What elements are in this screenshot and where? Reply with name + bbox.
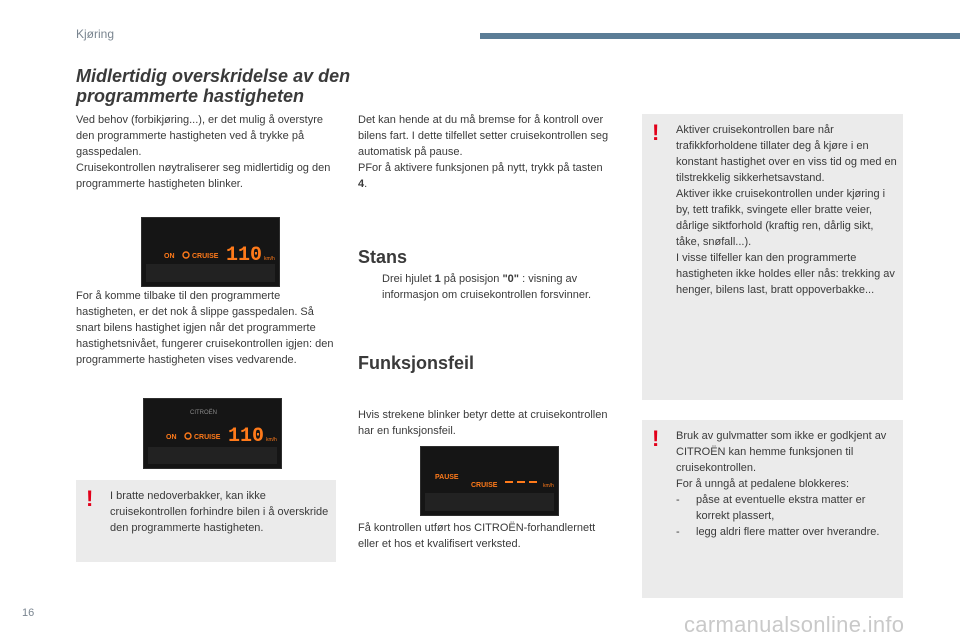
page-number: 16 [22, 607, 35, 619]
display1-speed: 110 [226, 244, 263, 267]
brake-text: Det kan hende at du må bremse for å kontroll over bilens fart. I dette tilfellet setter cruisekontrollen seg automatisk på pause. [358, 114, 609, 158]
fault-dash [505, 481, 513, 483]
warning-usage-line: I visse tilfeller kan den programmerte hastigheten ikke holdes eller nås: trekking av henger, bilens last, bratt oppoverbakke... [676, 252, 895, 296]
display3-unit: km/h [543, 483, 554, 489]
display2-on: ON [166, 434, 177, 441]
watermark: carmanualsonline.info [684, 612, 905, 637]
cruise-display-on [141, 217, 280, 287]
display1-on: ON [164, 253, 175, 260]
brake-paragraph [358, 112, 613, 192]
warning-usage-text [676, 122, 897, 298]
bullet-arrow-icon [358, 271, 382, 303]
fault-dash [517, 481, 525, 483]
display2-unit: km/h [266, 437, 277, 443]
list-item-text: påse at eventuelle ekstra matter er korrekt plassert, [696, 494, 866, 522]
stans-heading: Stans [358, 247, 408, 267]
display1-cruise: CRUISE [192, 253, 219, 260]
display3-cruise: CRUISE [471, 482, 498, 489]
reactivate-suffix: . [364, 178, 368, 190]
resume-paragraph [76, 288, 341, 368]
display2-speed: 110 [228, 425, 265, 448]
reactivate-prefix: PFor å aktivere funksjonen på nytt, trykk på tasten [358, 162, 603, 174]
display2-brand: CITROËN [190, 410, 217, 416]
funksjonsfeil-heading: Funksjonsfeil [358, 353, 475, 373]
fault-text: Hvis strekene blinker betyr dette at cruisekontrollen har en funksjonsfeil. [358, 409, 608, 437]
service-text: Få kontrollen utført hos CITROËN-forhandlernett eller et hos et kvalifisert verksted. [358, 522, 596, 550]
display1-unit: km/h [264, 256, 275, 262]
header-accent-bar [480, 33, 960, 39]
warning-downhill-text: I bratte nedoverbakker, kan ikke cruisekontrollen forhindre bilen i å overskride den programmerte hastigheten. [110, 490, 329, 534]
bullet-pre: Drei hjulet [382, 273, 435, 285]
warning-icon: ! [652, 120, 660, 145]
warning-mats-lead: For å unngå at pedalene blokkeres: [676, 478, 850, 490]
section-label: Kjøring [76, 27, 115, 41]
list-dash: - [676, 494, 680, 506]
warning-icon: ! [652, 426, 660, 451]
resume-text: For å komme tilbake til den programmerte hastigheten, er det nok å slippe gasspedalen. Så snart bilens hastighet igjen når det programmerte hastighetsnivået, fungerer cruisekontrollen igjen: den programmerte hastigheten vises vedvarende. [76, 290, 334, 366]
fault-dash [529, 481, 537, 483]
stans-bullet [358, 271, 623, 303]
stans-bullet-text [382, 271, 623, 303]
warning-icon: ! [86, 486, 94, 511]
warning-mats-intro: Bruk av gulvmatter som ikke er godkjent av CITROËN kan hemme funksjonen til cruisekontrollen. [676, 430, 887, 474]
display2-cruise: CRUISE [194, 434, 221, 441]
list-item-text: legg aldri flere matter over hverandre. [696, 526, 880, 538]
page-title: Midlertidig overskridelse av den programmerte hastigheten [76, 66, 351, 106]
service-paragraph [358, 520, 613, 552]
list-item [676, 492, 897, 524]
display3-pause: PAUSE [435, 474, 459, 481]
cruise-display-overspeed [143, 398, 282, 469]
intro-paragraph [76, 112, 341, 192]
intro-text-1: Ved behov (forbikjøring...), er det mulig å overstyre den programmerte hastigheten ved å trykke på gasspedalen. [76, 114, 323, 158]
fault-paragraph [358, 407, 613, 439]
bullet-pos: "0" [502, 273, 520, 285]
warning-box-floor-mats [642, 420, 903, 598]
list-item [676, 524, 897, 540]
bullet-post: : visning av informasjon om cruisekontrollen forsvinner. [382, 273, 592, 301]
intro-text-2: Cruisekontrollen nøytraliserer seg midlertidig og den programmerte hastigheten blinker. [76, 162, 331, 190]
warning-usage-line: Aktiver cruisekontrollen bare når trafikkforholdene tillater deg å kjøre i en konstant hastighet over en viss tid og med en tilstrekkelig sikkerhetsavstand. [676, 124, 897, 184]
reactivate-text [358, 160, 613, 192]
list-dash: - [676, 526, 680, 538]
reactivate-key: 4 [358, 178, 365, 190]
warning-mats-text [676, 428, 897, 540]
cruise-display-fault [420, 446, 559, 516]
bullet-mid: på posisjon [440, 273, 503, 285]
warning-box-downhill [76, 480, 336, 562]
warning-box-usage [642, 114, 903, 400]
warning-usage-line: Aktiver ikke cruisekontrollen under kjøring i by, tett trafikk, svingete eller bratte veier, dårlige siktforhold (kraftig ren, dårlig sikt, tåke, snøfall...). [676, 188, 886, 248]
bullet-num: 1 [434, 273, 441, 285]
